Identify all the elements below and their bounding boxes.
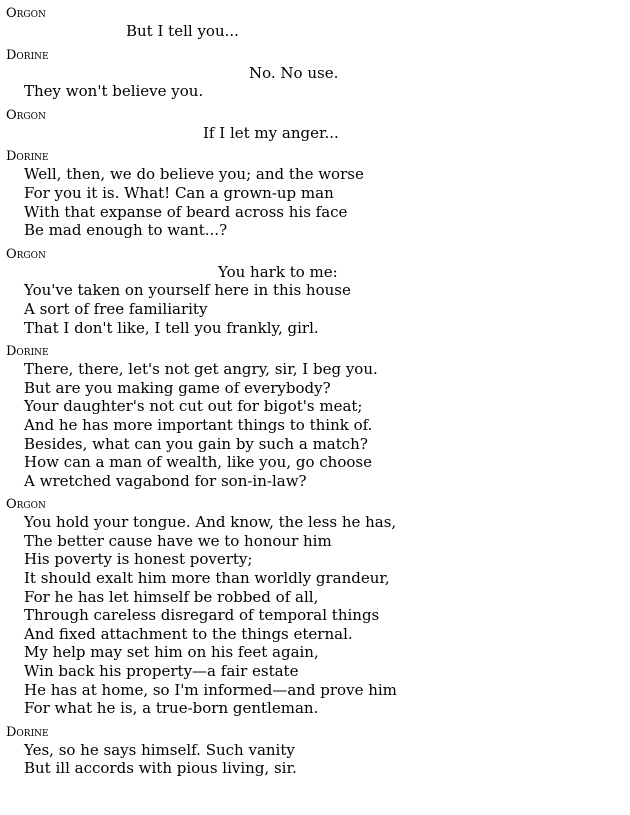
verse-line: He has at home, so I'm informed—and prove him [24,680,397,699]
verse-line: But I tell you... [126,22,239,40]
speech-block [0,490,630,718]
verse-line: Be mad enough to want...? [24,221,228,240]
verse-line: With that expanse of beard across his face [24,202,348,221]
verse-line: Besides, what can you gain by such a match? [24,434,368,453]
verse-line: Win back his property—a fair estate [24,662,299,681]
speech-block [0,101,630,143]
verse-line: My help may set him on his feet again, [24,643,319,662]
verse-line: The better cause have we to honour him [24,531,332,550]
verse-line: For he has let himself be robbed of all, [24,587,319,606]
verse-line: But are you making game of everybody? [24,378,331,397]
verse-line: How can a man of wealth, like you, go choose [24,453,372,472]
speaker-name: Orgon [6,107,46,123]
verse-line: No. No use. [249,63,339,82]
speaker-name: Dorine [6,47,49,63]
verse-line: And he has more important things to think of. [24,415,373,434]
speaker-name: Orgon [6,246,46,262]
speech-block [0,240,630,337]
verse-line: A sort of free familiarity [24,299,208,318]
verse-line: But ill accords with pious living, sir. [24,759,297,778]
speaker-name: Orgon [6,6,46,21]
speaker-name: Dorine [6,344,49,360]
verse-line: There, there, let's not get angry, sir, I beg you. [24,360,378,379]
verse-line: You hold your tongue. And know, the less he has, [24,513,397,532]
speech-block [0,337,630,490]
verse-line: You hark to me: [218,262,338,281]
speech-block [0,41,630,101]
speaker-name: Dorine [6,149,49,165]
verse-line: For you it is. What! Can a grown-up man [24,183,334,202]
speaker-name: Orgon [6,497,46,513]
verse-line: Yes, so he says himself. Such vanity [24,740,295,759]
speaker-name: Dorine [6,724,49,740]
verse-line: You've taken on yourself here in this house [24,281,351,300]
verse-line: His poverty is honest poverty; [24,550,253,569]
verse-line: A wretched vagabond for son-in-law? [24,471,307,490]
verse-line: Your daughter's not cut out for bigot's meat; [24,397,363,416]
verse-line: It should exalt him more than worldly grandeur, [24,569,390,588]
verse-line: Through careless disregard of temporal things [24,606,380,625]
speech-block [0,0,630,41]
speech-block [0,718,630,778]
verse-line: Well, then, we do believe you; and the worse [24,165,364,184]
verse-line: For what he is, a true-born gentleman. [24,699,319,718]
speech-block [0,142,630,239]
verse-line: They won't believe you. [24,82,204,101]
verse-line: That I don't like, I tell you frankly, girl. [24,318,319,337]
verse-line: And fixed attachment to the things eternal. [24,624,353,643]
verse-line: If I let my anger... [203,123,339,142]
